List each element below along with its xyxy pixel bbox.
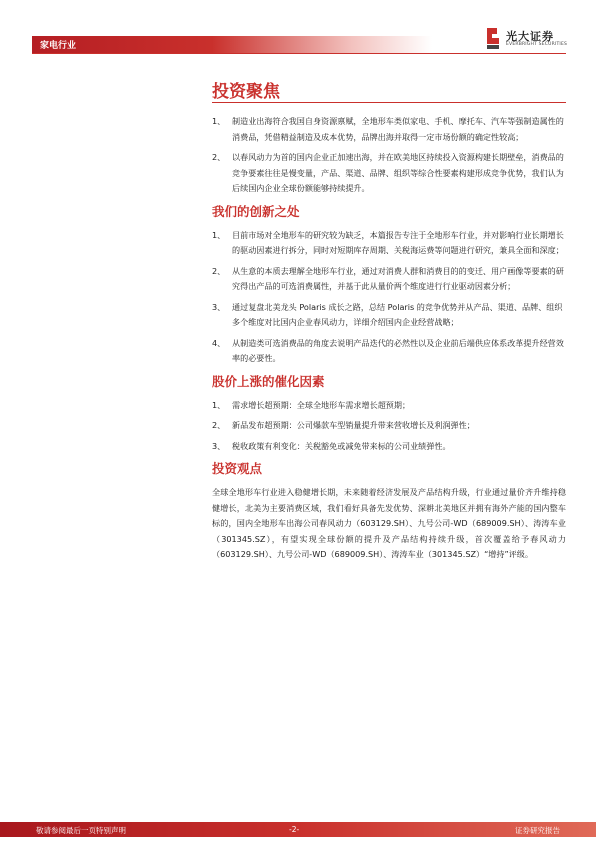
list-item: 1、 目前市场对全地形车的研究较为缺乏，本篇报告专注于全地形车行业，并对影响行业长期增长的驱动因素进行拆分，同时对短期库存周期、关税海运费等问题进行研究，兼具全面和深度；: [212, 229, 564, 255]
industry-label: 家电行业: [40, 41, 77, 51]
footer-report-type: 证券研究报告: [515, 826, 560, 835]
list-item: 2、 新品发布超预期：公司爆款车型销量提升带来营收增长及利润弹性；: [212, 420, 475, 430]
header-divider: [32, 53, 566, 54]
list-item: 1、 需求增长超预期：全球全地形车需求增长超预期；: [212, 399, 411, 410]
page-number: -2-: [289, 825, 300, 834]
main-content: [212, 114, 566, 563]
list-item: 2、 以春风动力为首的国内企业正加速出海，并在欧美地区持续投入资源构建长期壁垒，消费品的竞争要素往往是慢变量，产品、渠道、品牌、组织等综合性要素构建形成竞争优势，我们认为后续国内企业全球份额能够持续提升。: [212, 152, 564, 193]
investment-view-paragraph: 全球全地形车行业进入稳健增长期，未来随着经济发展及产品结构升级，行业通过量价齐升维持稳健增长，北美为主要消费区域，我们看好具备先发优势、深耕北美地区并拥有海外产能的国内整车标的，国内全地形车出海公司春风动力（603129.SH）、九号公司-WD（689009.SH）、涛涛车业（301345.SZ），有望实现全球份额的提升及产品结构持续升级，首次覆盖给予春风动力（603129.SH）、九号公司-WD（689009.SH）、涛涛车业（301345.SZ）“增持”评级。: [212, 487, 566, 559]
list-item: 3、 税收政策有利变化：关税豁免或减免带来标的公司业绩弹性。: [212, 440, 451, 451]
page-title: 投资聚焦: [212, 82, 280, 102]
list-item: 4、 从制造类可选消费品的角度去说明产品迭代的必然性以及企业前后端供应体系改革提升经营效率的必要性。: [212, 337, 564, 363]
list-item: 1、 制造业出海符合我国自身资源禀赋，全地形车类似家电、手机、摩托车、汽车等强制造属性的消费品，凭借精益制造及成本优势，品牌出海并取得一定市场份额的确定性较高；: [212, 116, 564, 142]
section-title-view: 投资观点: [212, 461, 263, 476]
footer-disclaimer: 敬请参阅最后一页特别声明: [36, 826, 126, 835]
header-band: [32, 36, 432, 53]
footer-band: [0, 822, 596, 837]
logo-name: 光大证券: [506, 30, 554, 43]
section-title-catalysts: 股价上涨的催化因素: [212, 373, 325, 389]
company-logo: [484, 26, 568, 52]
list-item: 3、 通过复盘北美龙头 Polaris 成长之路，总结 Polaris 的竞争优势并从产品、渠道、品牌、组织多个维度对比国内企业春风动力，详细介绍国内企业经营战略；: [212, 301, 563, 327]
section-title-innovation: 我们的创新之处: [212, 203, 300, 219]
logo-subtitle: EVERBRIGHT SECURITIES: [506, 42, 568, 47]
list-item: 2、 从生意的本质去理解全地形车行业，通过对消费人群和消费目的的变迁、用户画像等要素的研究得出产品的可选消费属性，并基于此从量价两个维度进行行业驱动因素分析；: [212, 265, 564, 291]
title-divider: [212, 102, 566, 103]
logo-mark-icon: [484, 26, 502, 50]
